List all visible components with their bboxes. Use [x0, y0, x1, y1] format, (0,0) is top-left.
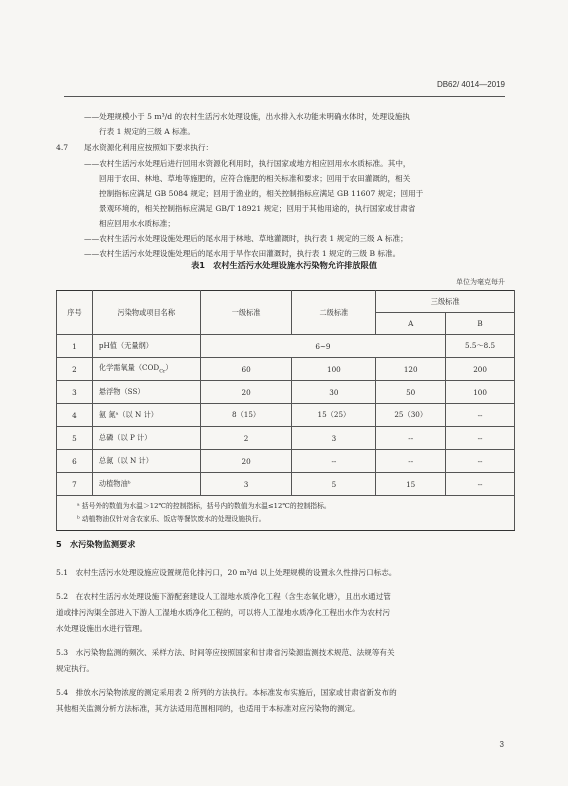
- header-grade3a: A: [376, 313, 446, 335]
- cell-value: 20: [200, 450, 292, 473]
- standard-code: DB62/ 4014—2019: [436, 80, 505, 89]
- cell-no: 7: [57, 473, 93, 496]
- paragraph-line: 水处理设施出水进行管理。: [56, 624, 148, 633]
- paragraph-line: 5.3 水污染物监测的频次、采样方法、时间等应按照国家和甘肃省污染源监测技术规范、法规等有关: [56, 648, 395, 657]
- pollutant-limits-table: [56, 290, 515, 531]
- clause-line: 相应回用水水质标准；: [99, 219, 175, 228]
- cell-value: 120: [376, 358, 446, 381]
- cell-value: 5.5～8.5: [446, 335, 515, 358]
- header-grade1: 一级标准: [200, 291, 292, 335]
- table-notes: [56, 496, 515, 531]
- table-note: ᵇ 动植物油仅针对含农家乐、饭店等餐饮废水的处理设施执行。: [57, 513, 515, 531]
- cell-value: 20: [200, 381, 292, 404]
- header-grade2: 二级标准: [292, 291, 376, 335]
- header-divider: [64, 96, 505, 97]
- clause-title: 尾水资源化利用应按照如下要求执行：: [84, 143, 214, 152]
- cell-value: 3: [200, 473, 292, 496]
- clause-line: 行表 1 规定的三级 A 标准。: [99, 127, 195, 136]
- paragraph-line: 道或排污沟渠全部进入下游人工湿地水质净化工程的，可以将人工湿地水质净化工程出水作为农村污: [56, 608, 391, 617]
- paragraph-line: 其他相关监测分析方法标准，其方法适用范围相同的，也适用于本标准对应污染物的测定。: [56, 704, 360, 713]
- cell-item: 总磷（以 P 计）: [92, 427, 200, 450]
- cell-value: 15（25）: [292, 404, 376, 427]
- clause-line: 控制指标应满足 GB 5084 规定；回用于渔业的，相关控制指标应满足 GB 11607 规定；回用于: [99, 189, 424, 198]
- table-row: [57, 473, 515, 496]
- clause-line: 景观环境的，相关控制指标应满足 GB/T 18921 规定；回用于其他用途的，执行国家或甘肃省: [99, 204, 416, 213]
- clause-line: ——农村生活污水处理后进行回用水资源化利用时，执行国家或地方相应回用水水质标准。其中，: [84, 159, 411, 168]
- clause-line: ——处理规模小于 5 m³/d 的农村生活污水处理设施，出水排入水功能未明确水体时，处理设施执: [84, 112, 410, 121]
- clause-line: ——农村生活污水处理设施处理后的尾水用于林地、草地灌溉时，执行表 1 规定的三级 A 标准；: [84, 234, 408, 243]
- clause-number: 4.7: [56, 143, 69, 152]
- cell-value: 100: [446, 381, 515, 404]
- cell-value: 25（30）: [376, 404, 446, 427]
- cell-value: 8（15）: [200, 404, 292, 427]
- table-row: [57, 335, 515, 358]
- cell-no: 1: [57, 335, 93, 358]
- cell-value: 15: [376, 473, 446, 496]
- cell-item: pH值（无量纲）: [92, 335, 200, 358]
- table-row: [57, 427, 515, 450]
- header-no: 序号: [57, 291, 93, 335]
- cell-value: --: [446, 450, 515, 473]
- paragraph-line: 5.2 在农村生活污水处理设施下游配套建设人工湿地水质净化工程（含生态氧化塘），且出水通过管: [56, 592, 391, 601]
- table-row: [57, 450, 515, 473]
- clause-line: ——农村生活污水处理设施处理后的尾水用于旱作农田灌溉时，执行表 1 规定的三级 B 标准。: [84, 249, 401, 258]
- cell-value: 30: [292, 381, 376, 404]
- cell-value: 6~9: [200, 335, 445, 358]
- paragraph-line: 5.1 农村生活污水处理设施应设置规范化排污口，20 m³/d 以上处理规模的设置永久性排污口标志。: [56, 568, 397, 577]
- cell-value: 5: [292, 473, 376, 496]
- table-note: ᵃ 括号外的数值为水温＞12℃的控制指标，括号内的数值为水温≤12℃的控制指标。: [57, 496, 515, 513]
- cell-value: --: [446, 427, 515, 450]
- cell-value: --: [376, 427, 446, 450]
- paragraph-line: 5.4 排放水污染物浓度的测定采用表 2 所列的方法执行。本标准发布实施后，国家或甘肃省新发布的: [56, 688, 397, 697]
- cell-value: 3: [292, 427, 376, 450]
- cell-value: 50: [376, 381, 446, 404]
- cell-value: 2: [200, 427, 292, 450]
- cell-value: --: [292, 450, 376, 473]
- header-grade3b: B: [446, 313, 515, 335]
- page-number: 3: [499, 740, 504, 749]
- cell-no: 3: [57, 381, 93, 404]
- cell-value: 200: [446, 358, 515, 381]
- header-item: 污染物或项目名称: [92, 291, 200, 335]
- table-row: [57, 381, 515, 404]
- paragraph-line: 规定执行。: [56, 664, 94, 673]
- cell-no: 5: [57, 427, 93, 450]
- cell-value: 60: [200, 358, 292, 381]
- cell-value: --: [376, 450, 446, 473]
- cell-item: 悬浮物（SS）: [92, 381, 200, 404]
- table-unit: 单位为毫克每升: [456, 278, 505, 286]
- cell-item: 总氮（以 N 计）: [92, 450, 200, 473]
- cell-item: 动植物油ᵇ: [92, 473, 200, 496]
- section-title: 5 水污染物监测要求: [56, 539, 136, 549]
- header-grade3: 三级标准: [376, 291, 515, 313]
- cell-value: --: [446, 473, 515, 496]
- cell-item: 氨 氮ᵃ（以 N 计）: [92, 404, 200, 427]
- table-title: 表1 农村生活污水处理设施水污染物允许排放限值: [191, 260, 377, 270]
- cell-no: 2: [57, 358, 93, 381]
- cell-no: 6: [57, 450, 93, 473]
- cell-value: 100: [292, 358, 376, 381]
- cell-no: 4: [57, 404, 93, 427]
- clause-line: 回用于农田、林地、草地等施肥的，应符合施肥的相关标准和要求；回用于农田灌溉的，相关: [99, 174, 411, 183]
- cell-value: --: [446, 404, 515, 427]
- table-row: [57, 404, 515, 427]
- cell-item: 化学需氧量$(COD_{Cr})$: [92, 358, 200, 381]
- table-row: [57, 358, 515, 381]
